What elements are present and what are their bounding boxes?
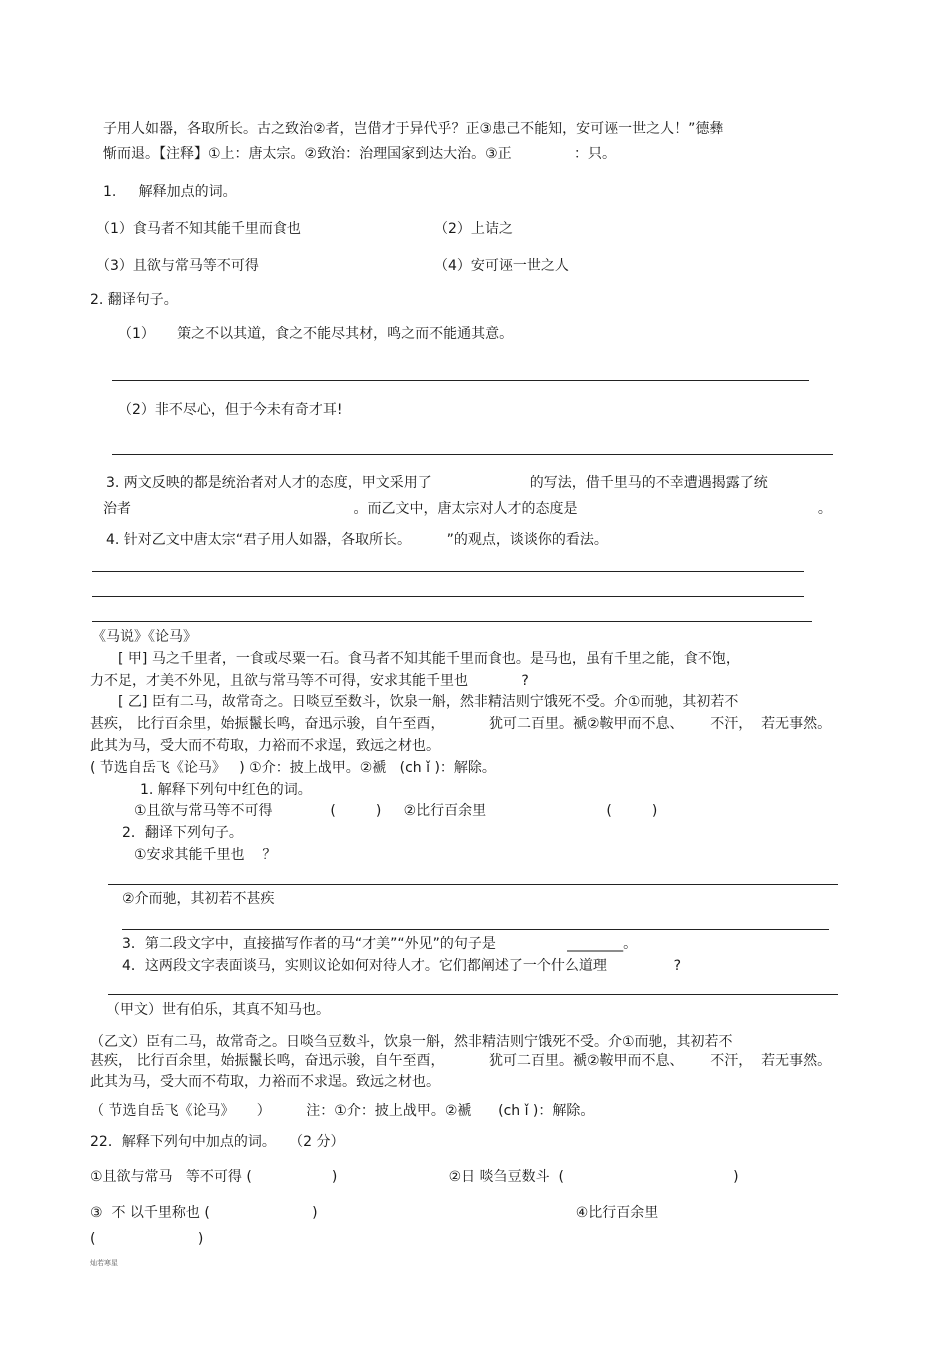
passage-line: 子用人如器，各取所长。古之致治②者，岂借才于异代乎？正③患己不能知，安可诬一世之人！”德彝 — [103, 121, 724, 137]
question-item: ①安求其能千里也 ？ — [134, 847, 277, 863]
question-text: 3. 两文反映的都是统治者对人才的态度，甲文采用了 的写法，借千里马的不幸遭遇揭露了统 — [106, 475, 768, 491]
question-item: ②介而驰，其初若不甚疾 — [122, 891, 275, 907]
answer-line — [92, 596, 804, 597]
passage-line: 甚疾， 比行百余里，始振鬣长鸣，奋迅示骏，自午至酉， 犹可二百里。褫②鞍甲而不息、 不汗， 若无事然。 — [90, 1053, 832, 1069]
answer-line — [108, 994, 838, 995]
question-item: （2）上诘之 — [434, 221, 513, 237]
passage-line: 此其为马，受大而不苟取，力裕而不求逞。致远之材也。 — [90, 1074, 440, 1090]
answer-line — [112, 380, 809, 381]
passage-line: 惭而退。【注释】①上：唐太宗。②致治：治理国家到达大治。③正 ：只。 — [103, 146, 616, 162]
answer-line — [108, 884, 838, 885]
answer-line — [112, 454, 833, 455]
passage-line: [ 乙] 臣有二马，故常奇之。日啖豆至数斗，饮泉一斛，然非精洁则宁饿死不受。介①而驰，其初若不 — [118, 694, 739, 710]
page-footer: 灿若寒星 — [90, 1259, 118, 1267]
question-item: ①且欲与常马等不可得 ( ) ②比行百余里 ( ) — [134, 803, 658, 819]
question-text: 4．这两段文字表面谈马，实则议论如何对待人才。它们都阐述了一个什么道理 ? — [122, 958, 682, 974]
question-title: 2. 翻译句子。 — [90, 292, 178, 308]
question-item: （2）非不尽心，但于今未有奇才耳! — [118, 402, 343, 418]
question-text: 3．第二段文字中，直接描写作者的马“才美”“外见”的句子是 ________。 — [122, 936, 638, 952]
answer-line — [92, 571, 804, 572]
question-title: 4. 针对乙文中唐太宗“君子用人如器，各取所长。 ”的观点，谈谈你的看法。 — [106, 532, 608, 548]
passage-line: （甲文）世有伯乐，其真不知马也。 — [106, 1002, 330, 1018]
question-item: （4）安可诬一世之人 — [434, 258, 569, 274]
question-title: 22．解释下列句中加点的词。 （2 分） — [90, 1134, 345, 1150]
passage-line: 此其为马，受大而不苟取，力裕而不求逞，致远之材也。 — [90, 738, 440, 754]
question-item: （1）食马者不知其能千里而食也 — [96, 221, 301, 237]
answer-line — [122, 929, 829, 930]
question-title: 1. 解释下列句中红色的词。 — [140, 782, 312, 798]
question-item: （3）且欲与常马等不可得 — [96, 258, 259, 274]
passage-line: 力不足，才美不外见，且欲与常马等不可得，安求其能千里也 ? — [90, 673, 529, 689]
question-text: 治者 。而乙文中，唐太宗对人才的态度是 。 — [103, 501, 832, 517]
question-item: ( ) — [90, 1231, 204, 1247]
question-item: ③ 不 以千里称也 ( ) ④比行百余里 — [90, 1205, 659, 1221]
passage-line: （乙文）臣有二马，故常奇之。日啖刍豆数斗，饮泉一斛，然非精洁则宁饿死不受。介①而驰，其初若不 — [90, 1034, 733, 1050]
question-item: （1） 策之不以其道，食之不能尽其材，鸣之而不能通其意。 — [118, 326, 514, 342]
passage-note: （ 节选自岳飞《论马》 ） 注：①介：披上战甲。②褫 (ch ǐ )：解除。 — [90, 1103, 595, 1119]
question-title: 1. 解释加点的词。 — [103, 184, 237, 200]
question-item: ①且欲与常马 等不可得 ( ) ②日 啖刍豆数斗 ( ) — [90, 1169, 739, 1185]
passage-line: [ 甲] 马之千里者，一食或尽粟一石。食马者不知其能千里而食也。是马也，虽有千里之能，食不饱， — [118, 651, 740, 667]
question-title: 2．翻译下列句子。 — [122, 825, 243, 841]
answer-line — [92, 621, 812, 622]
passage-note: ( 节选自岳飞《论马》 ) ①介：披上战甲。②褫 (ch ǐ )：解除。 — [90, 760, 496, 776]
section-heading: 《马说》《论马》 — [92, 629, 197, 645]
passage-line: 甚疾， 比行百余里，始振鬣长鸣，奋迅示骏，自午至酉， 犹可二百里。褫②鞍甲而不息、 不汗， 若无事然。 — [90, 716, 832, 732]
